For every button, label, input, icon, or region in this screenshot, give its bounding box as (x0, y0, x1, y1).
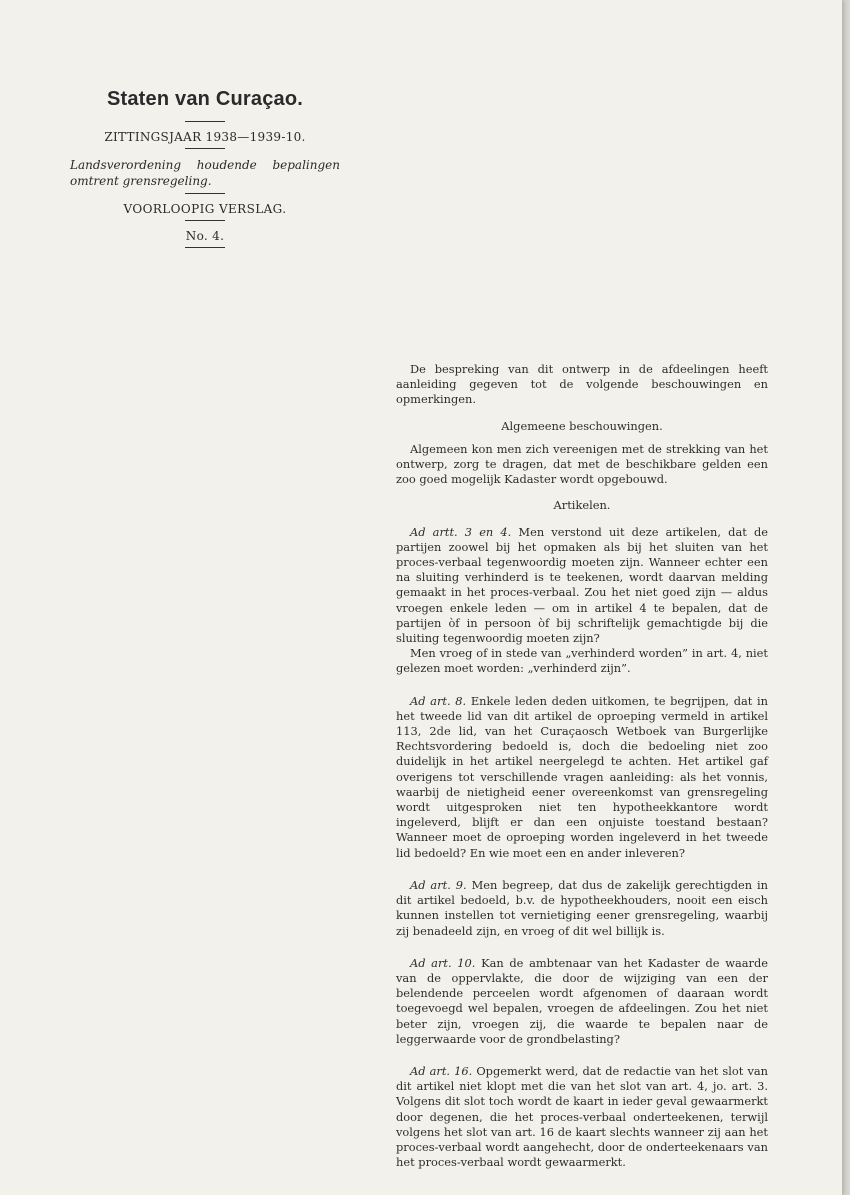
article-10-paragraph (396, 956, 768, 1047)
article-label: Ad art. 8. (410, 693, 467, 708)
session-year: ZITTINGSJAAR 1938—1939-10. (104, 130, 306, 144)
divider (185, 220, 225, 221)
article-3-4-paragraph (396, 525, 768, 647)
report-type: VOORLOOPIG VERSLAG. (123, 202, 287, 216)
section-heading-general: Algemeene beschouwingen. (501, 418, 663, 433)
section-heading-articles: Artikelen. (553, 498, 611, 513)
article-label: Ad artt. 3 en 4. (410, 524, 512, 539)
article-9-paragraph (396, 878, 768, 939)
divider (185, 148, 225, 149)
article-text: Opgemerkt werd, dat de redactie van het slot van dit artikel niet klopt met die van het slot van art. 4, jo. art. 3. Volgens dit slot toch wordt de kaart in ieder geval gewaarmerkt door degenen, die het proces-verbaal onderteekenen, terwijl volgens het slot van art. 16 de kaart slechts wanneer zij aan het proces-verbaal wordt aangehecht, door de onderteekenaars van het proces-verbaal wordt gewaarmerkt. (396, 1063, 769, 1170)
article-text: Enkele leden deden uitkomen, te begrijpen, dat in het tweede lid van dit artikel de oproeping vermeld in artikel 113, 2de lid, van het Curaçaosch Wetboek van Burgerlijke Rechtsvordering bedoeld is, doch die bedoeling niet zoo duidelijk in het artikel neergelegd te achten. Het artikel gaf overigens tot verschillende vragen aanleiding: als het vonnis, waarbij de nietigheid eener overeenkomst van grensregeling wordt uitgesproken niet ten hypotheekkantore wordt ingeleverd, blijft er dan een onjuiste toestand bestaan? Wanneer moet de oproeping worden ingeleverd in het tweede lid bedoeld? En wie moet een en ander inleveren? (396, 693, 769, 860)
document-number: No. 4. (185, 229, 225, 243)
article-16-paragraph (396, 1064, 768, 1170)
general-paragraph: Algemeen kon men zich vereenigen met de strekking van het ontwerp, zorg te dragen, dat met de beschikbare gelden een zoo goed mogelijk Kadaster wordt opgebouwd. (396, 441, 768, 487)
document-title: Staten van Curaçao. (106, 88, 304, 110)
report-body (396, 362, 768, 1170)
article-text: Kan de ambtenaar van het Kadaster de waarde van de oppervlakte, die door de wijziging van een der belendende perceelen wordt afgenomen of daaraan wordt toegevoegd wel bepalen, vroegen de afdeelingen. Zou het niet beter zijn, vroegen zij, die waarde te bepalen naar de leggerwaarde voor de grondbelasting? (396, 955, 769, 1046)
document-header (66, 88, 344, 256)
divider (185, 121, 225, 122)
article-label: Ad art. 16. (410, 1063, 473, 1078)
ordinance-description: Landsverordening houdende bepalingen omtrent grensregeling. (70, 158, 340, 188)
article-label: Ad art. 10. (410, 955, 476, 970)
article-3-4-paragraph-2: Men vroeg of in stede van „verhinderd worden” in art. 4, niet gelezen moet worden: „verhinderd zijn”. (396, 646, 768, 676)
article-8-paragraph (396, 694, 768, 861)
article-text: Men verstond uit deze artikelen, dat de partijen zoowel bij het opmaken als bij het sluiten van het proces-verbaal tegenwoordig moeten zijn. Wanneer echter een na sluiting verhinderd is te teekenen, wordt daarvan melding gemaakt in het proces-verbaal. Zou het niet goed zijn — aldus vroegen enkele leden — om in artikel 4 te bepalen, dat de partijen òf in persoon òf bij schriftelijk gemachtigde bij die sluiting tegenwoordig moeten zijn? (396, 524, 768, 646)
divider (185, 193, 225, 194)
article-text: Men begreep, dat dus de zakelijk gerechtigden in dit artikel bedoeld, b.v. de hypotheekhouders, nooit een eisch kunnen instellen tot vernietiging eener grensregeling, waarbij zij benadeeld zijn, en vroeg of dit wel billijk is. (396, 877, 768, 938)
intro-paragraph: De bespreking van dit ontwerp in de afdeelingen heeft aanleiding gegeven tot de volgende beschouwingen en opmerkingen. (396, 362, 768, 407)
article-label: Ad art. 9. (410, 877, 467, 892)
divider (185, 247, 225, 248)
